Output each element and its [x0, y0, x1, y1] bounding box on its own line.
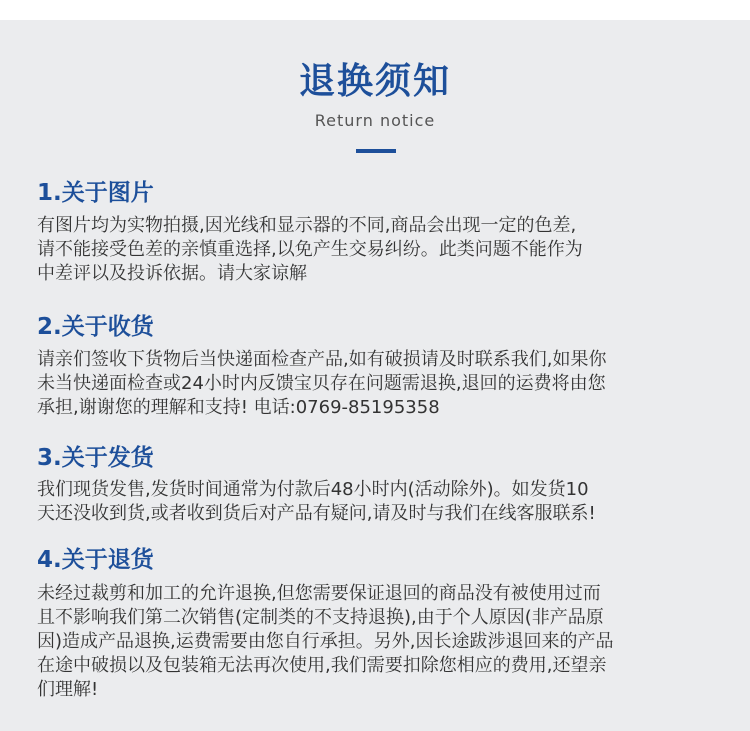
page-subtitle: Return notice — [314, 111, 436, 130]
body-line: 们理解! — [37, 679, 99, 700]
body-line: 中差评以及投诉依据。请大家谅解 — [37, 263, 307, 284]
body-line: 天还没收到货,或者收到货后对产品有疑问,请及时与我们在线客服联系! — [37, 503, 596, 524]
body-line: 承担,谢谢您的理解和支持! 电话:0769-85195358 — [37, 397, 440, 418]
body-line: 我们现货发售,发货时间通常为付款后48小时内(活动除外)。如发货10 — [37, 479, 589, 500]
body-line: 未当快递面检查或24小时内反馈宝贝存在问题需退换,退回的运费将由您 — [37, 373, 606, 394]
section-heading-receiving: 2.关于收货 — [37, 314, 154, 340]
body-line: 且不影响我们第二次销售(定制类的不支持退换),由于个人原因(非产品原 — [37, 607, 604, 628]
section-heading-returns: 4.关于退货 — [37, 547, 154, 573]
body-line: 因)造成产品退换,运费需要由您自行承担。另外,因长途跋涉退回来的产品 — [37, 631, 614, 652]
section-heading-shipping: 3.关于发货 — [37, 445, 154, 471]
section-body-returns — [37, 582, 719, 702]
body-line: 有图片均为实物拍摄,因光线和显示器的不同,商品会出现一定的色差, — [37, 215, 577, 236]
section-body-photos — [37, 214, 719, 286]
body-line: 请不能接受色差的亲慎重选择,以免产生交易纠纷。此类问题不能作为 — [37, 239, 583, 260]
title-divider — [356, 149, 396, 153]
section-body-receiving — [37, 348, 719, 420]
body-line: 未经过裁剪和加工的允许退换,但您需要保证退回的商品没有被使用过而 — [37, 583, 601, 604]
section-heading-photos: 1.关于图片 — [37, 180, 154, 206]
body-line: 在途中破损以及包装箱无法再次使用,我们需要扣除您相应的费用,还望亲 — [37, 655, 607, 676]
body-line: 请亲们签收下货物后当快递面检查产品,如有破损请及时联系我们,如果你 — [37, 349, 607, 370]
top-white-band — [0, 0, 750, 20]
section-body-shipping — [37, 478, 719, 526]
page-title: 退换须知 — [298, 61, 451, 102]
